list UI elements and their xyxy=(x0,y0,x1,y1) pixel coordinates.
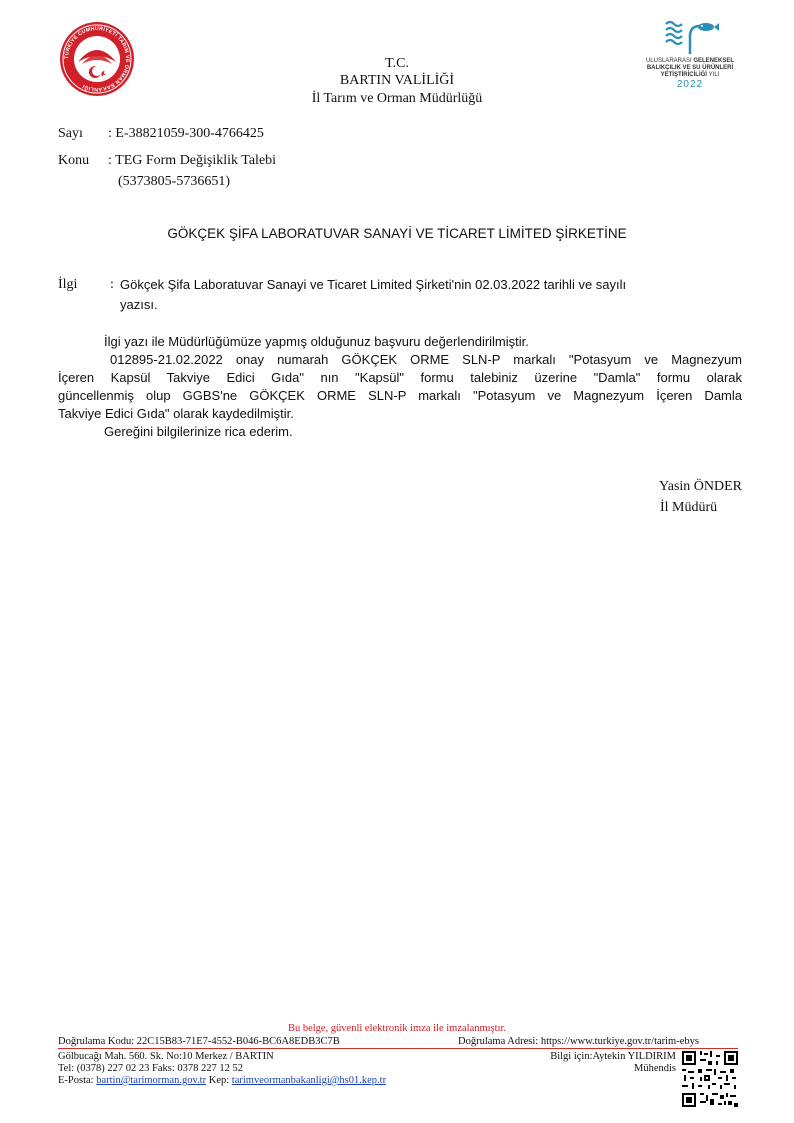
signature-title: İl Müdürü xyxy=(660,500,718,515)
footer-divider xyxy=(58,1048,738,1049)
body-p1: İlgi yazı ile Müdürlüğümüze yapmış olduğunuz başvuru değerlendirilmiştir. xyxy=(104,334,529,349)
seal-text: TÜRKİYE CUMHURİYETİ TARIM VE ORMAN BAKANLIĞI xyxy=(63,25,131,93)
ilgi-colon: : xyxy=(110,277,114,292)
footer-phone: Tel: (0378) 227 02 23 Faks: 0378 227 12 52 xyxy=(58,1063,244,1074)
verify-code: Doğrulama Kodu: 22C15B83-71E7-4552-B046-BC6A8EDB3C7B xyxy=(58,1036,340,1047)
sayi-value: : E-38821059-300-4766425 xyxy=(108,126,264,141)
body-p2-line3: güncellenmiş olup GGBS'ne GÖKÇEK ORME SLN-P markalı "Potasyum ve Magnezyum İçeren Damla xyxy=(58,388,742,403)
body-p2-line1: 012895-21.02.2022 onay numarah GÖKÇEK ORME SLN-P markalı "Potasyum ve Magnezyum xyxy=(110,352,742,367)
info-contact: Bilgi için:Aytekin YILDIRIM xyxy=(550,1051,676,1062)
body-p2-line2: İçeren Kapsül Takviye Edici Gıda" nın "Kapsül" formu talebiniz üzerine "Damla" formu olarak xyxy=(58,370,742,385)
body-p3: Gereğini bilgilerinize rica ederim. xyxy=(104,424,293,439)
signature-name: Yasin ÖNDER xyxy=(659,479,742,494)
email-link[interactable]: bartin@tarimorman.gov.tr xyxy=(96,1075,207,1086)
ilgi-text-line1: Gökçek Şifa Laboratuvar Sanayi ve Ticaret Limited Şirketi'nin 02.03.2022 tarihli ve sayılı xyxy=(120,277,627,292)
info-title: Mühendis xyxy=(634,1063,676,1074)
ilgi-label: İlgi xyxy=(58,277,78,292)
header-governorship: BARTIN VALİLİĞİ xyxy=(339,73,455,88)
email-label: E-Posta: xyxy=(58,1075,97,1086)
logo-line3b: YILI xyxy=(708,72,720,78)
konu-value-ref: (5373805-5736651) xyxy=(118,174,230,189)
qr-code-icon xyxy=(682,1051,738,1107)
header-tc: T.C. xyxy=(385,56,409,71)
header-directorate: İl Tarım ve Orman Müdürlüğü xyxy=(311,91,483,106)
body-text xyxy=(58,333,742,441)
logo-year: 2022 xyxy=(676,79,704,90)
konu-value: : TEG Form Değişiklik Talebi xyxy=(108,153,277,168)
footer-address: Gölbucağı Mah. 560. Sk. No:10 Merkez / BARTIN xyxy=(58,1051,274,1062)
kep-label: Kep: xyxy=(206,1075,232,1086)
logo-line2: BALIKÇILIK VE SU ÜRÜNLERİ xyxy=(646,65,734,71)
secure-signature-note: Bu belge, güvenli elektronik imza ile imzalanmıştır. xyxy=(287,1023,507,1034)
logo-line1a: ULUSLARARASI xyxy=(645,58,694,64)
sayi-label: Sayı xyxy=(58,126,83,141)
logo-line3a: YETİŞTİRİCİLİĞİ xyxy=(660,72,709,78)
ilgi-text-line2: yazısı. xyxy=(120,297,158,312)
logo-line1b: GELENEKSEL xyxy=(693,58,735,64)
konu-label: Konu xyxy=(58,153,90,168)
verify-address[interactable]: Doğrulama Adresi: https://www.turkiye.gov.tr/tarim-ebys xyxy=(458,1036,699,1047)
addressee: GÖKÇEK ŞİFA LABORATUVAR SANAYİ VE TİCARET LİMİTED ŞİRKETİNE xyxy=(167,226,627,241)
fish-logo-icon xyxy=(660,18,720,56)
kep-link[interactable]: tarimveormanbakanligi@hs01.kep.tr xyxy=(231,1075,387,1086)
body-p2-line4: Takviye Edici Gıda" olarak kaydedilmiştir. xyxy=(58,406,294,421)
footer-contact xyxy=(58,1075,386,1087)
fisheries-year-logo xyxy=(640,18,740,104)
